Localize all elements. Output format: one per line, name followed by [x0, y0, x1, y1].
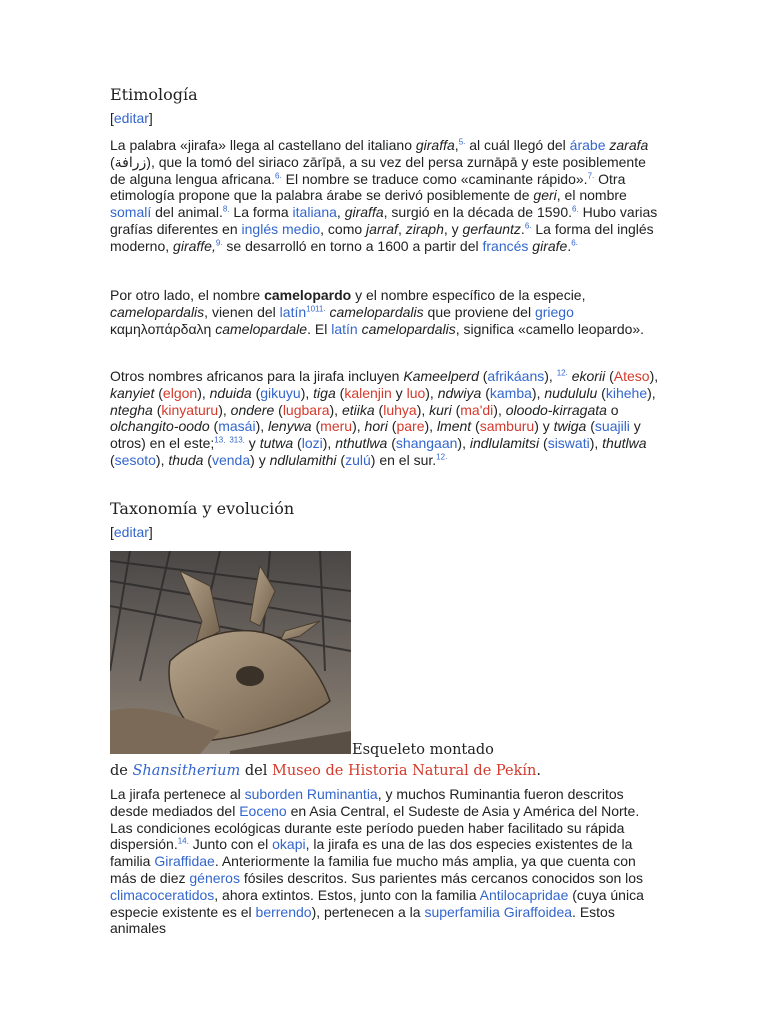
text-run: (	[471, 418, 480, 435]
text-run: , la jirafa es una de las dos especies existentes de la familia	[110, 836, 633, 870]
text-run: ),	[493, 401, 506, 418]
text-run: .	[520, 220, 525, 237]
text-run: ,	[336, 204, 345, 221]
text-run: ),	[424, 418, 437, 435]
paragraph-etimologia-3	[110, 368, 660, 469]
text-run: (	[539, 435, 548, 452]
text-run: (	[387, 418, 397, 435]
text-run: se desarrolló en torno a 1600 a partir del	[222, 237, 483, 254]
text-run: (	[311, 418, 321, 435]
text-run: (cuya única especie existente es el	[110, 886, 644, 920]
wiki-link[interactable]: somalí	[110, 204, 152, 221]
figure-caption	[110, 740, 670, 782]
text-run: ),	[416, 401, 430, 418]
caption-prefix: Esqueleto montado	[352, 742, 494, 758]
wiki-link[interactable]: italiana	[292, 204, 337, 221]
text-run: al cuál llegó del	[465, 137, 570, 153]
text-run: , surgió en la década de 1590.	[383, 204, 572, 221]
italic-term: ekorii	[571, 368, 606, 384]
heading-taxonomia: Taxonomía y evolución	[110, 499, 295, 518]
reference-link[interactable]: $^{12}$ .	[557, 368, 568, 377]
text-run: Junto con el	[188, 836, 273, 853]
text-run: (	[481, 384, 490, 401]
reference-link[interactable]: $^8$ .	[223, 205, 230, 214]
text-run: ),	[300, 384, 314, 401]
reference-link[interactable]: $^{13}$ .	[214, 436, 225, 445]
paragraph-etimologia-1	[110, 137, 660, 255]
reference-link[interactable]: $^{313}$ .	[229, 436, 245, 445]
edit-section-bracket: [editar]	[110, 524, 153, 540]
wiki-link[interactable]: masái	[218, 418, 256, 435]
wiki-link[interactable]: lugbara	[282, 401, 330, 418]
text-run: . El	[307, 320, 332, 337]
edit-section-bracket: [editar]	[110, 110, 153, 126]
wiki-link[interactable]: climacoceratidos	[110, 886, 215, 903]
wiki-link[interactable]: meru	[320, 418, 353, 435]
reference-link[interactable]: $^7$ .	[588, 171, 595, 180]
text-run: ), pertenecen a la	[311, 903, 425, 920]
reference-link[interactable]: $^5$ .	[459, 137, 466, 146]
italic-term: tiga	[313, 384, 336, 401]
italic-term: oloodo-kirragata	[505, 401, 607, 418]
italic-term: girafe	[532, 237, 568, 254]
text-run: , significa «camello leopardo».	[455, 320, 645, 337]
text-run: (	[209, 418, 219, 435]
text-run: , ahora extintos. Estos, junto con la familia	[214, 886, 480, 903]
wiki-link[interactable]: venda	[211, 451, 251, 468]
text-run: (	[154, 384, 163, 401]
italic-term: nudululu	[544, 384, 598, 401]
italic-term: ziraph	[405, 220, 444, 237]
text-run: y el nombre específico de la especie,	[351, 287, 586, 303]
wiki-link[interactable]: kamba	[489, 384, 532, 401]
reference-link[interactable]: $^{12}$ .	[436, 452, 447, 461]
text-run: . Estos animales	[110, 903, 615, 937]
wiki-link[interactable]: inglés medio	[241, 220, 321, 237]
wiki-link[interactable]: francés	[482, 237, 529, 254]
text-run: Otros nombres africanos para la jirafa incluyen	[110, 368, 404, 384]
text-run: ),	[329, 401, 342, 418]
wiki-link[interactable]: suborden Ruminantia	[244, 786, 378, 802]
bold-term: camelopardo	[264, 287, 352, 303]
text-run: en Asia Central, el Sudeste de Asia y América del Norte. Las condiciones ecológicas durante este período pueden haber facilitado su rápida dispersión.	[110, 802, 640, 853]
text-run: (	[605, 368, 614, 384]
text-run: La forma	[229, 204, 293, 221]
italic-term: kanyiet	[110, 384, 155, 401]
heading-etimologia: Etimología	[110, 85, 198, 104]
reference-link[interactable]: $^9$ .	[216, 238, 223, 247]
italic-term: nduida	[209, 384, 252, 401]
wiki-link[interactable]: Giraffidae	[154, 853, 215, 870]
wiki-link[interactable]: griego	[534, 303, 574, 320]
text-run: , como	[320, 220, 367, 237]
text-run: ),	[218, 401, 231, 418]
wiki-link[interactable]: suajili	[594, 418, 630, 435]
italic-term: indlulamitsi	[469, 435, 540, 452]
text-run: (	[251, 384, 261, 401]
text-run: ),	[155, 451, 169, 468]
text-run: ),	[425, 384, 438, 401]
text-run: ),	[649, 368, 659, 384]
italic-term: hori	[364, 418, 388, 435]
reference-link[interactable]: $^{1011}$ .	[306, 304, 325, 313]
edit-link-etimologia[interactable]: editar	[113, 110, 149, 126]
text-run: Por otro lado, el nombre	[110, 287, 265, 303]
wiki-link[interactable]: shangaan	[395, 435, 458, 452]
text-run: (	[336, 451, 346, 468]
text-run: ),	[255, 418, 269, 435]
text-run: (	[293, 435, 302, 452]
italic-term: giraffe,	[173, 237, 216, 254]
wiki-link[interactable]: kalenjin	[344, 384, 392, 401]
italic-term: ndwiya	[437, 384, 482, 401]
text-run: ),	[197, 384, 210, 401]
italic-term: camelopardale	[215, 320, 308, 337]
text-run: (	[110, 451, 115, 468]
wiki-link[interactable]: kihehe	[605, 384, 648, 401]
italic-term: camelopardalis	[110, 303, 205, 320]
text-run: (	[478, 368, 488, 384]
wiki-link[interactable]: sesoto	[114, 451, 156, 468]
text-run: . Anteriormente la familia fue mucho más amplia, ya que cuenta con más de diez	[110, 853, 636, 886]
text-run: ,	[454, 137, 459, 153]
text-run: .	[567, 237, 572, 254]
italic-term: kuri	[429, 401, 452, 418]
text-run: fósiles descritos. Sus parientes más cercanos conocidos son los	[239, 869, 644, 886]
italic-term: thuda	[168, 451, 204, 468]
wiki-link[interactable]: árabe	[569, 137, 606, 153]
text-run: Otra etimología propone que la palabra árabe se derivó posiblemente de	[110, 170, 626, 204]
text-run: y	[244, 435, 260, 452]
reference-link[interactable]: $^{14}$ .	[178, 837, 189, 846]
text-run: Hubo varias grafías diferentes en	[110, 204, 658, 237]
text-run: (	[335, 384, 345, 401]
text-run: ),	[647, 384, 656, 401]
wiki-link[interactable]: géneros	[189, 869, 240, 886]
wiki-link[interactable]: ma'di	[460, 401, 494, 418]
text-run: (	[203, 451, 212, 468]
paragraph-taxonomia-1	[110, 786, 660, 937]
wiki-link[interactable]: gikuyu	[260, 384, 301, 401]
wiki-link[interactable]: pare	[396, 418, 425, 435]
wiki-link[interactable]: Eoceno	[239, 802, 287, 819]
text-run: ),	[352, 418, 365, 435]
italic-term: olchangito-oodo	[110, 418, 210, 435]
text-run: (	[374, 401, 384, 418]
caption-species-link[interactable]: Shansitherium	[132, 763, 241, 779]
caption-museum-link[interactable]: Museo de Historia Natural de Pekín	[271, 763, 537, 779]
wiki-link[interactable]: siswati	[547, 435, 590, 452]
wiki-link[interactable]: berrendo	[255, 903, 312, 920]
text-run: , vienen del	[204, 303, 280, 320]
italic-term: Kameelperd	[403, 368, 479, 384]
skeleton-photo[interactable]	[110, 551, 351, 754]
text-run: (	[586, 418, 595, 435]
text-run: , y muchos Ruminantia fueron descritos desde mediados del	[110, 786, 624, 819]
italic-term: twiga	[553, 418, 587, 435]
wiki-link[interactable]: superfamilia Giraffoidea	[424, 903, 573, 920]
italic-term: gerfauntz	[462, 220, 521, 237]
text-run: La forma del inglés moderno,	[110, 220, 654, 254]
wiki-link[interactable]: Antilocapridae	[479, 886, 569, 903]
text-run: y otros) en el este;	[110, 418, 641, 452]
italic-term: jarraf	[366, 220, 398, 237]
italic-term: ndlulamithi	[269, 451, 337, 468]
text-run: ),	[544, 368, 557, 384]
italic-term: camelopardalis	[361, 320, 456, 337]
text-run: καμηλοπάρδαλη	[110, 320, 216, 337]
reference-link[interactable]: $^6$ .	[572, 205, 579, 214]
italic-term: tutwa	[259, 435, 294, 452]
text-run: ),	[322, 435, 336, 452]
wiki-link[interactable]: latín	[331, 320, 358, 337]
italic-term: lenywa	[268, 418, 312, 435]
italic-term: zarafa	[609, 137, 649, 153]
italic-term: geri	[533, 187, 557, 204]
text-run: (	[597, 384, 606, 401]
wiki-link[interactable]: samburu	[479, 418, 535, 435]
text-run: (	[387, 435, 396, 452]
text-run: (	[274, 401, 283, 418]
text-run: del animal.	[151, 204, 223, 221]
wiki-link[interactable]: afrikáans	[487, 368, 545, 384]
wiki-link[interactable]: Ateso	[613, 368, 650, 384]
text-run: La palabra «jirafa» llega al castellano del italiano	[110, 137, 416, 153]
text-run: ),	[531, 384, 545, 401]
text-run: (	[451, 401, 461, 418]
reference-link[interactable]: $^6$ .	[275, 171, 282, 180]
text-run: ,	[397, 220, 406, 237]
wiki-link[interactable]: kinyaturu	[161, 401, 219, 418]
text-run: ) y	[250, 451, 270, 468]
wiki-link[interactable]: latín	[279, 303, 307, 320]
italic-term: camelopardalis	[329, 303, 424, 320]
text-run: ) en el sur.	[370, 451, 437, 468]
text-run: , y	[443, 220, 463, 237]
edit-link-taxonomia[interactable]: editar	[113, 524, 149, 540]
caption-end: .	[536, 763, 541, 779]
italic-term: giraffa	[344, 204, 384, 221]
italic-term: nthutlwa	[335, 435, 388, 452]
wiki-link[interactable]: elgon	[162, 384, 198, 401]
italic-term: ntegha	[110, 401, 153, 418]
caption-de: de	[110, 763, 128, 779]
wiki-link[interactable]: luhya	[383, 401, 417, 418]
text-run: ),	[457, 435, 470, 452]
text-run: o	[606, 401, 619, 418]
wiki-link[interactable]: lozi	[301, 435, 323, 452]
wiki-link[interactable]: okapi	[272, 836, 306, 853]
italic-term: lment	[436, 418, 472, 435]
italic-term: giraffa	[415, 137, 455, 153]
reference-link[interactable]: $^6$ .	[571, 238, 578, 247]
caption-del: del	[244, 763, 268, 779]
text-run: La jirafa pertenece al	[110, 786, 245, 802]
text-run: ),	[589, 435, 603, 452]
text-run: (	[152, 401, 162, 418]
text-run: , el nombre	[556, 187, 627, 204]
wiki-link[interactable]: zulú	[345, 451, 371, 468]
italic-term: etiika	[341, 401, 375, 418]
italic-term: thutlwa	[602, 435, 647, 452]
paragraph-etimologia-2	[110, 287, 660, 337]
text-run: ) y	[534, 418, 554, 435]
text-run: El nombre se traduce como «caminante rápido».	[281, 170, 588, 187]
reference-link[interactable]: $^6$ .	[525, 221, 532, 230]
text-run: (زرافة), que la tomó del siriaco zārīpā, a su vez del persa zurnāpā y este posiblemente de alguna lengua africana.	[110, 153, 646, 187]
text-run: y	[391, 384, 407, 401]
italic-term: ondere	[230, 401, 275, 418]
text-run: que proviene del	[423, 303, 535, 320]
wiki-link[interactable]: luo	[406, 384, 426, 401]
